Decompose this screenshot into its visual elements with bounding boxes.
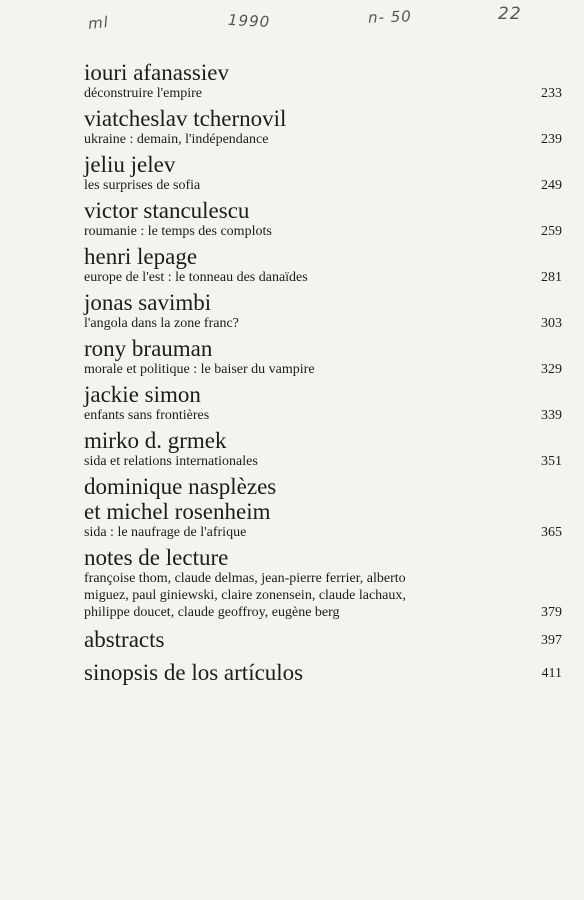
entry-page: 339 <box>541 408 562 423</box>
entry-contributors: philippe doucet, claude geoffroy, eugène berg <box>84 605 340 620</box>
entry-page: 379 <box>541 605 562 620</box>
entry-section: sinopsis de los artículos <box>84 660 304 685</box>
entry-contributors: françoise thom, claude delmas, jean-pierre ferrier, alberto <box>84 571 406 586</box>
entry-page: 233 <box>541 86 562 101</box>
handwritten-note: ml <box>87 12 110 34</box>
entry-author: henri lepage <box>84 244 198 269</box>
toc-entry <box>84 428 562 470</box>
table-of-contents <box>84 60 562 693</box>
toc-entry <box>84 290 562 332</box>
entry-title: ukraine : demain, l'indépendance <box>84 132 269 147</box>
entry-author: iouri afanassiev <box>84 60 229 85</box>
toc-entry <box>84 336 562 378</box>
entry-section: notes de lecture <box>84 545 229 570</box>
entry-title: les surprises de sofia <box>84 178 201 193</box>
entry-author: viatcheslav tchernovil <box>84 106 287 131</box>
entry-page: 281 <box>541 270 562 285</box>
entry-page: 411 <box>541 666 562 681</box>
entry-author: rony brauman <box>84 336 213 361</box>
entry-author: victor stanculescu <box>84 198 250 223</box>
entry-page: 397 <box>541 633 562 648</box>
entry-page: 365 <box>541 525 562 540</box>
entry-title: enfants sans frontières <box>84 408 210 423</box>
entry-author: jeliu jelev <box>84 152 176 177</box>
entry-author: jackie simon <box>84 382 201 407</box>
entry-title: europe de l'est : le tonneau des danaïdes <box>84 270 308 285</box>
entry-contributors: miguez, paul giniewski, claire zonensein, claude lachaux, <box>84 588 406 603</box>
entry-author: dominique nasplèzes <box>84 474 277 499</box>
toc-entry <box>84 382 562 424</box>
entry-title: sida : le naufrage de l'afrique <box>84 525 247 540</box>
toc-entry <box>84 152 562 194</box>
toc-entry <box>84 627 562 652</box>
toc-entry <box>84 198 562 240</box>
entry-author-second: et michel rosenheim <box>84 499 271 524</box>
entry-author: mirko d. grmek <box>84 428 227 453</box>
handwritten-issue: n- 50 <box>367 7 413 27</box>
toc-entry <box>84 660 562 685</box>
entry-title: morale et politique : le baiser du vampire <box>84 362 315 377</box>
toc-entry <box>84 60 562 102</box>
handwritten-number: 22 <box>498 4 522 24</box>
toc-entry <box>84 545 562 621</box>
handwritten-year: 1990 <box>227 10 271 32</box>
entry-author: jonas savimbi <box>84 290 212 315</box>
entry-page: 351 <box>541 454 562 469</box>
entry-page: 303 <box>541 316 562 331</box>
entry-page: 249 <box>541 178 562 193</box>
entry-page: 259 <box>541 224 562 239</box>
entry-title: l'angola dans la zone franc? <box>84 316 239 331</box>
toc-entry <box>84 244 562 286</box>
entry-page: 239 <box>541 132 562 147</box>
entry-title: sida et relations internationales <box>84 454 258 469</box>
entry-section: abstracts <box>84 627 165 652</box>
entry-title: déconstruire l'empire <box>84 86 202 101</box>
entry-page: 329 <box>541 362 562 377</box>
entry-title: roumanie : le temps des complots <box>84 224 272 239</box>
toc-entry <box>84 106 562 148</box>
toc-entry <box>84 474 562 541</box>
